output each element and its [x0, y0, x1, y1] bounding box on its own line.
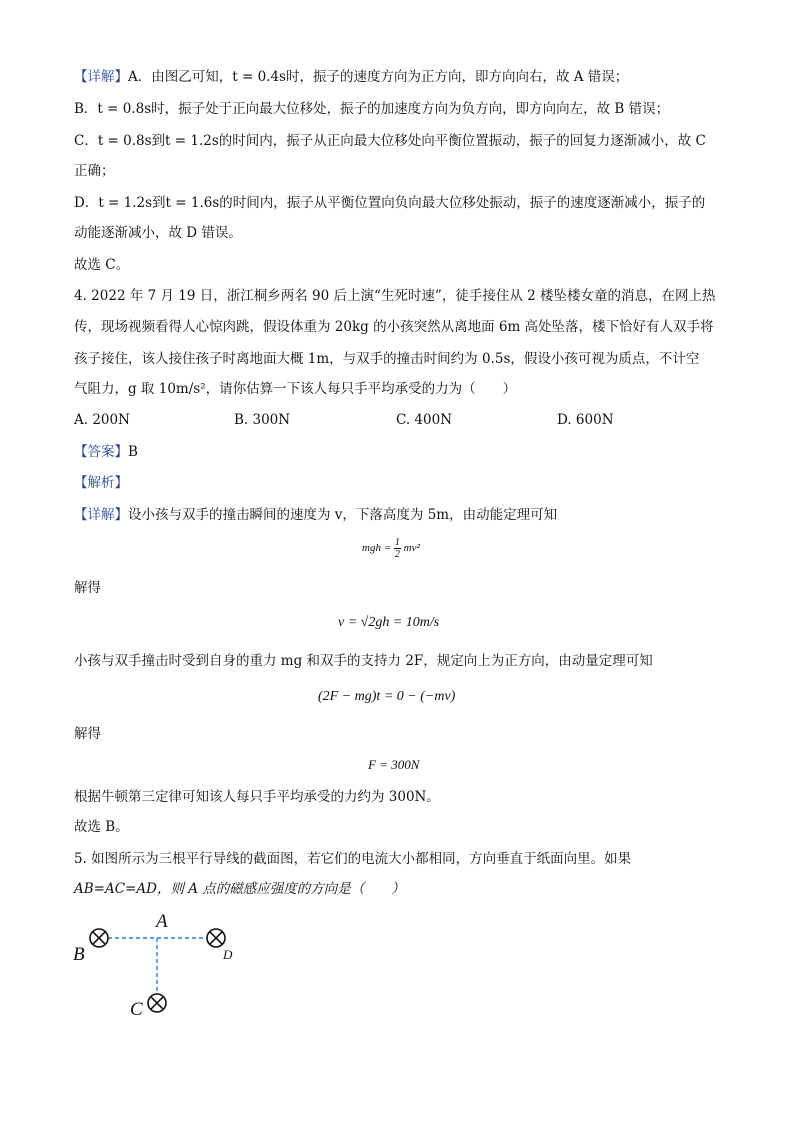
q3-line-c1: C．t = 0.8s到t = 1.2s的时间内，振子从正向最大位移处向平衡位置振动，振子的回复力逐渐减小，故 C — [74, 133, 706, 149]
analysis-tag: 【解析】 — [74, 475, 128, 491]
detail-tag: 【详解】 — [74, 69, 128, 85]
q4-stem-1: 4. 2022 年 7 月 19 日，浙江桐乡两名 90 后上演“生死时速”，徒手接住从 2 楼坠楼女童的消息，在网上热 — [74, 288, 716, 304]
q4-option-b: B. 300N — [234, 412, 291, 428]
eq1-left: mgh = — [362, 542, 392, 555]
q4-option-a: A. 200N — [74, 412, 130, 428]
q3-detail-line-a — [74, 68, 628, 86]
q3-conclusion: 故选 C。 — [74, 257, 130, 273]
q4-option-c: C. 400N — [396, 412, 453, 428]
wire-c-current-into-page-icon — [148, 994, 166, 1012]
wire-b-current-into-page-icon — [90, 929, 108, 947]
q4-conclusion: 故选 B。 — [74, 819, 129, 835]
eq1-denominator: 2 — [394, 549, 400, 560]
q5-stem-2: AB=AC=AD，则 A 点的磁感应强度的方向是（ ） — [74, 881, 405, 897]
q3-line-d1: D．t = 1.2s到t = 1.6s的时间内，振子从平衡位置向负向最大位移处振动，振子的速度逐渐减小，振子的 — [74, 195, 706, 211]
q4-stem-4: 气阻力，g 取 10m/s²，请你估算一下该人每只手平均承受的力为（ ） — [74, 381, 517, 397]
q4-analysis-line — [74, 474, 128, 492]
equation-energy — [362, 537, 420, 560]
q4-detail-1-text: 设小孩与双手的撞击瞬间的速度为 v，下落高度为 5m，由动能定理可知 — [128, 507, 558, 523]
q4-solve-1: 解得 — [74, 580, 101, 596]
q3-line-a-text: A．由图乙可知，t = 0.4s时，振子的速度方向为正方向，即方向向右，故 A 错误； — [128, 69, 629, 85]
q4-answer: B — [128, 444, 138, 460]
eq1-numerator: 1 — [394, 537, 400, 548]
q4-answer-line — [74, 443, 138, 461]
q5-stem-1: 5. 如图所示为三根平行导线的截面图，若它们的电流大小都相同，方向垂直于纸面向里。如果 — [74, 851, 632, 867]
q4-stem-3: 孩子接住，该人接住孩子时离地面大概 1m，与双手的撞击时间约为 0.5s，假设小孩可视为质点，不计空 — [74, 351, 700, 367]
label-a: A — [156, 911, 168, 932]
q4-detail-3: 根据牛顿第三定律可知该人每只手平均承受的力约为 300N。 — [74, 789, 440, 805]
q4-detail-2: 小孩与双手撞击时受到自身的重力 mg 和双手的支持力 2F，规定向上为正方向，由动量定理可知 — [74, 653, 653, 669]
label-d: D — [223, 947, 233, 962]
wires-figure — [70, 905, 250, 1030]
q3-line-c2: 正确； — [74, 163, 115, 179]
label-c: C — [130, 999, 143, 1020]
label-b: B — [73, 944, 85, 965]
wire-d-current-into-page-icon — [207, 929, 225, 947]
q3-line-b: B．t = 0.8s时，振子处于正向最大位移处，振子的加速度方向为负方向，即方向向左，故 B 错误； — [74, 101, 670, 117]
equation-momentum: (2F − mg)t = 0 − (−mv) — [318, 689, 456, 704]
eq1-right: mv² — [403, 542, 420, 555]
equation-force: F = 300N — [368, 757, 420, 772]
q4-solve-2: 解得 — [74, 726, 101, 742]
q4-detail-line-1 — [74, 506, 557, 524]
answer-tag: 【答案】 — [74, 444, 128, 460]
q3-line-d2: 动能逐渐减小，故 D 错误。 — [74, 225, 242, 241]
detail-tag: 【详解】 — [74, 507, 128, 523]
q4-stem-2: 传，现场视频看得人心惊肉跳，假设体重为 20kg 的小孩突然从离地面 6m 高处坠落，楼下恰好有人双手将 — [74, 319, 714, 335]
eq1-fraction — [394, 537, 401, 560]
q4-option-d: D. 600N — [557, 412, 614, 428]
equation-velocity: v = √2gh = 10m/s — [338, 615, 440, 630]
